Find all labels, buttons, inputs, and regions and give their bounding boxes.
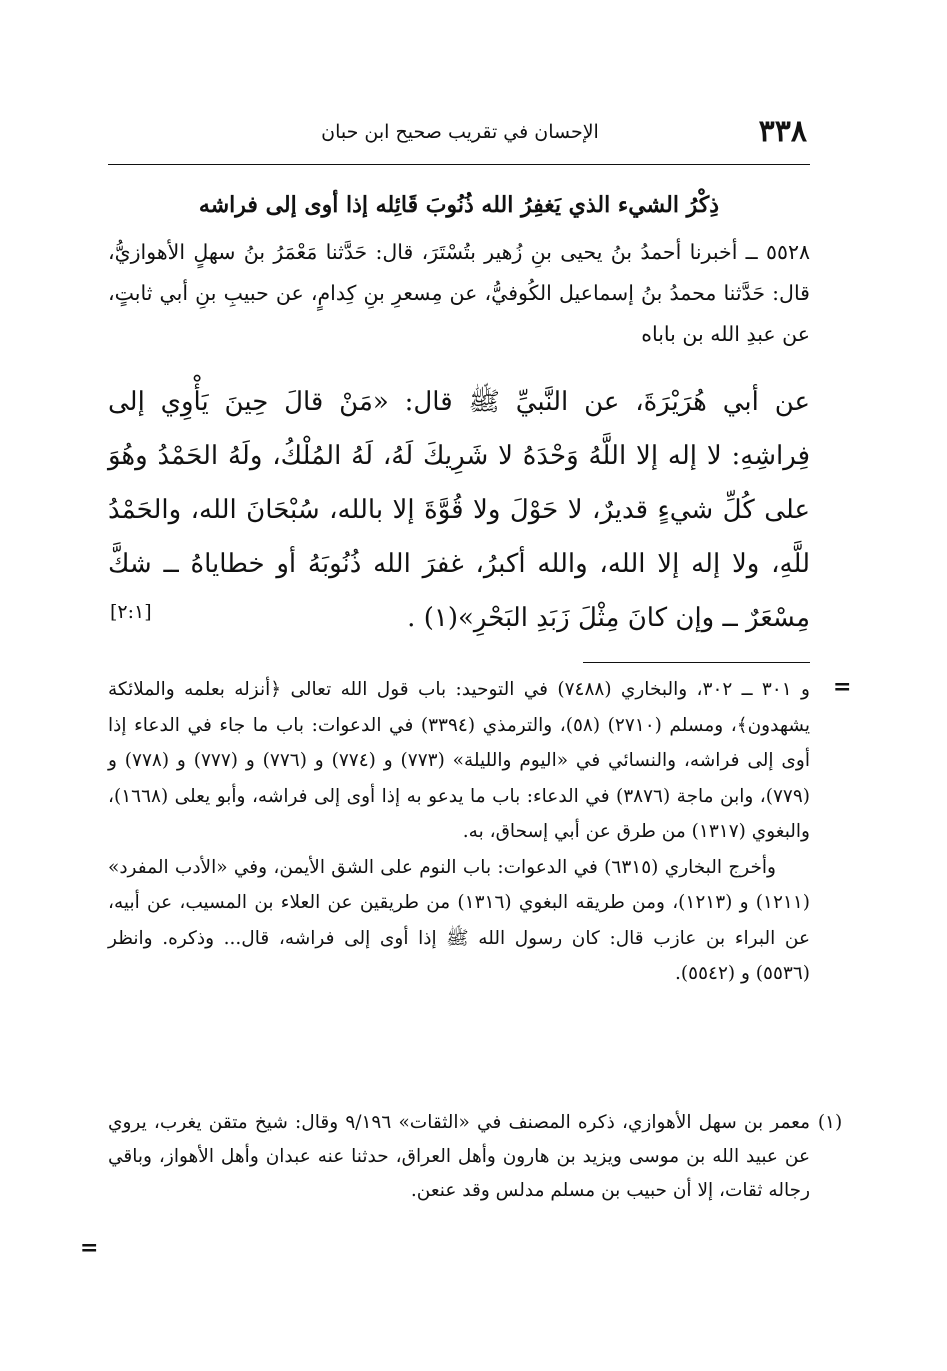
footnote-paragraph-2: وأخرج البخاري (٦٣١٥) في الدعوات: باب النوم على الشق الأيمن، وفي «الأدب المفرد» (١٢١١) و (١٢١٣)، ومن طريقه البغوي (١٣١٦) من طريقين عن العلاء بن المسيب، عن أبيه، عن البراء بن عازب قال: كان رسول الله ﷺ إذا أوى إلى فراشه، قال... وذكره. وانظر (٥٥٣٦) و (٥٥٤٢). [108,856,810,984]
footnote-1-text: معمر بن سهل الأهوازي، ذكره المصنف في «الثقات» ٩/١٩٦ وقال: شيخ متقن يغرب، يروي عن عبيد الله بن موسى ويزيد بن هارون وأهل العراق، حدثنا عنه عبدان وأهل الأهواز، وباقي رجاله ثقات، إلا أن حبيب بن مسلم مدلس وقد عنعن. [108,1112,811,1201]
footnote-1 [108,1106,843,1208]
page-number: ٣٣٨ [758,114,807,149]
footnote-1-marker: (١) [817,1112,843,1133]
footnotes-continued [108,672,810,992]
footnote-divider [583,662,810,663]
hadith-matn [108,375,810,645]
chapter-heading: ذِكْرُ الشيء الذي يَغفِرُ الله ذُنُوبَ قَائِله إذا أوى إلى فراشه [198,192,720,218]
running-title: الإحسان في تقريب صحيح ابن حبان [321,121,599,143]
continuation-mark-bottom: = [80,1235,99,1261]
hadith-isnad [108,232,810,355]
header-divider [108,164,810,165]
footnote-paragraph-1: و ٣٠١ ــ ٣٠٢، والبخاري (٧٤٨٨) في التوحيد: باب قول الله تعالى ﴿أنزله بعلمه والملائكة يشهدون﴾، ومسلم (٢٧١٠) (٥٨)، والترمذي (٣٣٩٤) في الدعوات: باب ما جاء في الدعاء إذا أوى إلى فراشه، والنسائي في «اليوم والليلة» (٧٧٣) و (٧٧٤) و (٧٧٦) و (٧٧٧) و (٧٧٨) و (٧٧٩)، وابن ماجة (٣٨٧٦) في الدعاء: باب ما يدعو به إذا أوى إلى فراشه، وأبو يعلى (١٦٦٨)، والبغوي (١٣١٧) من طرق عن أبي إسحاق، به. [108,679,811,842]
continuation-mark-top: = [833,674,852,700]
matn-text: عن أبي هُرَيْرَةَ، عن النَّبيِّ ﷺ قال: «مَنْ قالَ حِينَ يَأْوِي إلى فِراشِهِ: لا إله إلا اللَّهُ وَحْدَهُ لا شَرِيكَ لَهُ، لَهُ المُلْكُ، ولَهُ الحَمْدُ وهُوَ على كُلِّ شيءٍ قديرٌ، لا حَوْلَ ولا قُوَّةَ إلا بالله، سُبْحَانَ الله، والحَمْدُ للَّهِ، ولا إله إلا الله، والله أكبرُ، غفرَ الله ذُنُوبَهُ أو خطاياهُ ــ شكَّ مِسْعَرٌ ــ وإن كانَ مِثْلَ زَبَدِ البَحْرِ»(١) . [108,387,810,633]
classification-tag: [٢:١] [110,601,152,623]
isnad-text: ٥٥٢٨ ــ أخبرنا أحمدُ بنُ يحيى بنِ زُهير بتُسْتَرَ، قال: حَدَّثنا مَعْمَرُ بنُ سهلٍ الأهوازيُّ، قال: حَدَّثنا محمدُ بنُ إسماعيل الكُوفيُّ، عن مِسعرِ بنِ كِدامٍ، عن حبيبِ بنِ أبي ثابتٍ، عن عبدِ الله بن باباه [108,240,810,346]
